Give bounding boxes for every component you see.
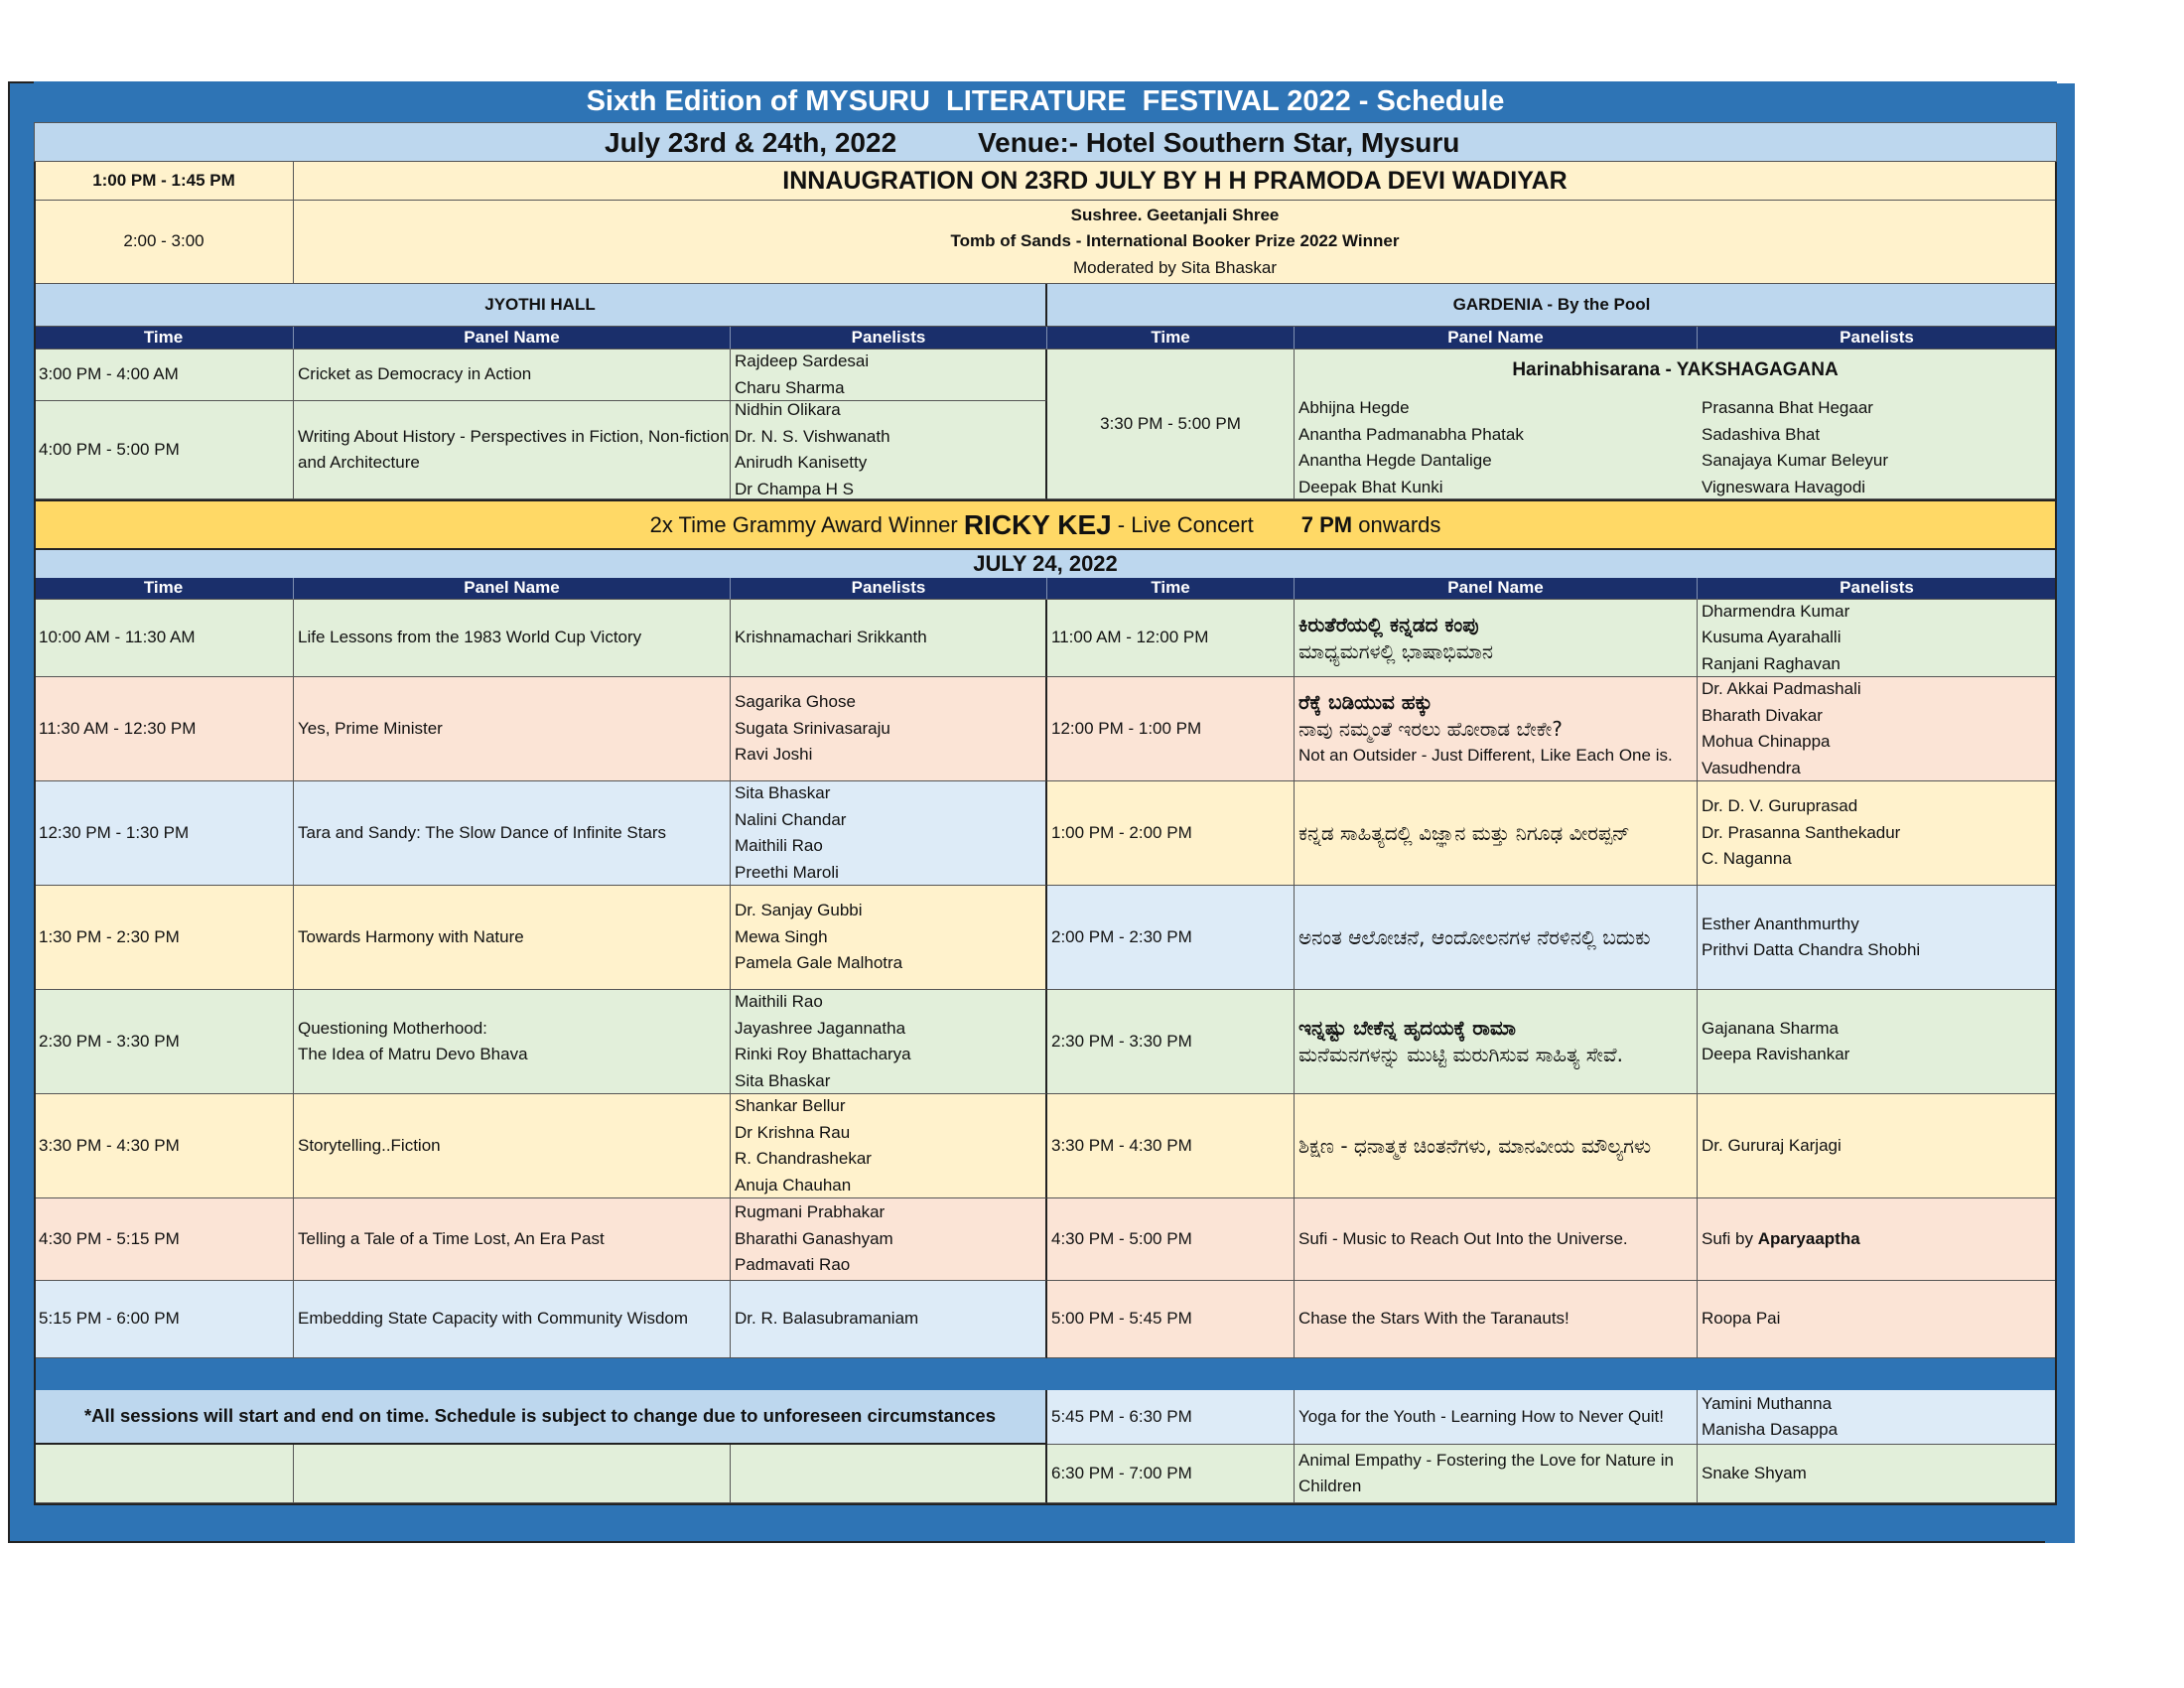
empty-cell [294, 1445, 731, 1503]
keynote-moderator: Moderated by Sita Bhaskar [1072, 257, 1278, 277]
day1-sessions [34, 350, 2057, 499]
panelist: Mohua Chinappa [1702, 732, 1831, 751]
panelist: Pamela Gale Malhotra [735, 953, 903, 973]
panelist: Mewa Singh [735, 926, 828, 946]
session-panel: Animal Empathy - Fostering the Love for Nature in Children [1295, 1445, 1698, 1503]
session-panelists [731, 600, 1047, 677]
session-time: 12:30 PM - 1:30 PM [34, 781, 294, 886]
session-time: 1:00 PM - 2:00 PM [1047, 781, 1295, 886]
panel-title-kannada: ರೆಕ್ಕೆ ಬಡಿಯುವ ಹಕ್ಕು [1298, 689, 1433, 714]
panelist: Dharmendra Kumar [1702, 601, 1850, 621]
panelist: Snake Shyam [1702, 1463, 1807, 1482]
panelist: Vasudhendra [1702, 758, 1801, 777]
panelist: Shankar Bellur [735, 1096, 846, 1115]
session-panel [1295, 1198, 1698, 1281]
col-panelists: Panelists [1698, 578, 2057, 600]
session-panelists [1698, 677, 2057, 781]
inauguration-row [34, 162, 2057, 201]
session-time: 2:00 PM - 2:30 PM [1047, 886, 1295, 990]
panelist: Deepa Ravishankar [1702, 1045, 1850, 1063]
panel-line: Sufi - Music to Reach Out Into the Universe. [1298, 1228, 1628, 1248]
concert-artist: RICKY KEJ [963, 508, 1112, 540]
panelist: Dr. Akkai Padmashali [1702, 679, 1861, 698]
left-session-time: 4:00 PM - 5:00 PM [34, 401, 294, 499]
session-time: 6:30 PM - 7:00 PM [1047, 1445, 1295, 1503]
session-time: 4:30 PM - 5:00 PM [1047, 1198, 1295, 1281]
panel-line: ಶಿಕ್ಷಣ - ಧನಾತ್ಮಕ ಚಿಂತನೆಗಳು, ಮಾನವೀಯ ಮೌಲ್ಯಗಳು [1298, 1133, 1652, 1158]
panelist: Rajdeep Sardesai [735, 352, 870, 370]
session-panel [1295, 600, 1698, 677]
panelist-line [1702, 1226, 2056, 1253]
session-panelists [1698, 600, 2057, 677]
panelist: Nalini Chandar [735, 809, 847, 829]
session-panelists [1698, 1390, 2057, 1445]
panelist: Ranjani Raghavan [1702, 653, 1841, 673]
schedule-note: *All sessions will start and end on time. Schedule is subject to change due to unforeseen circumstances [34, 1390, 1047, 1445]
col-time: Time [1047, 578, 1295, 600]
panelist: Roopa Pai [1702, 1309, 1781, 1329]
panelist: Dr. Prasanna Santhekadur [1702, 822, 1901, 842]
festival-venue: Venue:- Hotel Southern Star, Mysuru [978, 127, 1460, 158]
session-time: 3:30 PM - 4:30 PM [34, 1094, 294, 1198]
extra-row-1 [34, 1390, 2057, 1445]
col-panelists: Panelists [731, 327, 1047, 350]
panelist: C. Naganna [1702, 849, 1792, 869]
session-time: 11:00 AM - 12:00 PM [1047, 600, 1295, 677]
session-panelists [1698, 1281, 2057, 1358]
session-panelists [731, 1198, 1047, 1281]
session-panelists [731, 677, 1047, 781]
session-panel [1295, 886, 1698, 990]
inauguration-time: 1:00 PM - 1:45 PM [34, 162, 294, 201]
session-panel [1295, 1094, 1698, 1198]
session-panel: Storytelling..Fiction [294, 1094, 731, 1198]
artist: Deepak Bhat Kunki [1298, 477, 1443, 496]
day2-date: JULY 24, 2022 [34, 550, 2057, 578]
col-panel: Panel Name [294, 327, 731, 350]
panelist: Dr. Gururaj Karjagi [1702, 1135, 1842, 1155]
table-row [34, 1198, 2057, 1281]
session-time: 11:30 AM - 12:30 PM [34, 677, 294, 781]
table-row [34, 886, 2057, 990]
dates-venue-row [34, 122, 2057, 162]
panelist: Bharathi Ganashyam [735, 1228, 893, 1248]
festival-dates: July 23rd & 24th, 2022 [605, 127, 897, 158]
session-panelists [1698, 1094, 2057, 1198]
artist: Anantha Padmanabha Phatak [1298, 424, 1524, 444]
panelist: Gajanana Sharma [1702, 1018, 1839, 1038]
panel-line: Chase the Stars With the Taranauts! [1298, 1309, 1570, 1329]
concert-onwards: onwards [1352, 511, 1441, 537]
table-row [34, 781, 2057, 886]
keynote-details [294, 201, 2057, 284]
hall-jyothi: JYOTHI HALL [34, 284, 1047, 327]
panelist: Nidhin Olikara [735, 401, 841, 419]
session-panelists [731, 886, 1047, 990]
session-panelists [1698, 1445, 2057, 1503]
panel-line: ನಾವು ನಮ್ಮಂತೆ ಇರಲು ಹೋರಾಡ ಬೇಕೇ? [1298, 716, 1563, 741]
panelist: Dr. R. Balasubramaniam [735, 1309, 919, 1329]
empty-cell [731, 1445, 1047, 1503]
session-panel: Yes, Prime Minister [294, 677, 731, 781]
session-panelists [1698, 990, 2057, 1094]
table-row [34, 1281, 2057, 1358]
panelist: Jayashree Jagannatha [735, 1018, 906, 1038]
concert-pre: 2x Time Grammy Award Winner [649, 511, 964, 537]
artist: Sanajaya Kumar Beleyur [1702, 451, 1889, 470]
panelist: Sita Bhaskar [735, 1070, 831, 1090]
session-panel [1295, 781, 1698, 886]
table-row [34, 600, 2057, 677]
panel-title-kannada: ಕಿರುತೆರೆಯಲ್ಲಿ ಕನ್ನಡದ ಕಂಪು [1298, 612, 1479, 636]
col-time: Time [34, 578, 294, 600]
panelist: Ravi Joshi [735, 745, 813, 765]
panelist: Krishnamachari Srikkanth [735, 628, 927, 647]
col-time: Time [34, 327, 294, 350]
concert-post: - Live Concert [1111, 511, 1254, 537]
panelist: Sita Bhaskar [735, 783, 831, 802]
session-panelists [731, 1094, 1047, 1198]
session-time: 12:00 PM - 1:00 PM [1047, 677, 1295, 781]
session-panel: Life Lessons from the 1983 World Cup Victory [294, 600, 731, 677]
panelist: Bharath Divakar [1702, 705, 1823, 725]
panelist: Anirudh Kanisetty [735, 453, 868, 472]
session-panel: Telling a Tale of a Time Lost, An Era Past [294, 1198, 731, 1281]
keynote-time: 2:00 - 3:00 [34, 201, 294, 284]
session-panel [1295, 1281, 1698, 1358]
panelist: Rugmani Prabhakar [735, 1202, 886, 1222]
artist: Sadashiva Bhat [1702, 424, 1821, 444]
panelist: Anuja Chauhan [735, 1175, 852, 1195]
left-session-time: 3:00 PM - 4:00 AM [34, 350, 294, 401]
session-panel [1295, 990, 1698, 1094]
col-panel: Panel Name [294, 578, 731, 600]
artist: Prasanna Bhat Hegaar [1702, 398, 1873, 417]
session-panel: Yoga for the Youth - Learning How to Never Quit! [1295, 1390, 1698, 1445]
yakshagana-artists-b [1702, 395, 1888, 499]
artist: Abhijna Hegde [1298, 398, 1410, 417]
panelist: Maithili Rao [735, 836, 823, 855]
session-panel: Questioning Motherhood: The Idea of Matru Devo Bhava [294, 990, 731, 1094]
artist: Anantha Hegde Dantalige [1298, 451, 1492, 470]
yakshagana-title: Harinabhisarana - YAKSHAGAGANA [1512, 359, 1839, 380]
panel-title-kannada: ಇನ್ನಷ್ಟು ಬೇಕೆನ್ನ ಹೃದಯಕ್ಕೆ ರಾಮಾ [1298, 1016, 1516, 1040]
keynote-speaker: Sushree. Geetanjali Shree [1070, 205, 1280, 224]
session-panelists [731, 781, 1047, 886]
panel-line: ಮನೆಮನಗಳನ್ನು ಮುಟ್ಟಿ ಮರುಗಿಸುವ ಸಾಹಿತ್ಯ ಸೇವೆ. [1298, 1043, 1623, 1066]
session-time: 5:15 PM - 6:00 PM [34, 1281, 294, 1358]
panel-line: ಕನ್ನಡ ಸಾಹಿತ್ಯದಲ್ಲಿ ವಿಜ್ಞಾನ ಮತ್ತು ನಿಗೂಢ ವೀರಪ್ಪನ್ [1298, 820, 1630, 845]
panelist: Aparyaaptha [1757, 1228, 1860, 1248]
session-panelists [1698, 781, 2057, 886]
session-time: 4:30 PM - 5:15 PM [34, 1198, 294, 1281]
artist: Vigneswara Havagodi [1702, 477, 1866, 496]
hall-gardenia: GARDENIA - By the Pool [1047, 284, 2057, 327]
session-time: 1:30 PM - 2:30 PM [34, 886, 294, 990]
panelist: R. Chandrashekar [735, 1149, 872, 1168]
table-row [34, 1094, 2057, 1198]
panelist: Yamini Muthanna [1702, 1393, 1833, 1413]
col-panel: Panel Name [1295, 327, 1698, 350]
session-panelists [731, 990, 1047, 1094]
keynote-book: Tomb of Sands - International Booker Prize 2022 Winner [950, 231, 1400, 251]
session-panel [1295, 677, 1698, 781]
concert-banner [34, 499, 2057, 550]
panelist: Dr. D. V. Guruprasad [1702, 796, 1858, 816]
left-session-panelists [731, 350, 1047, 401]
yakshagana-details [1295, 350, 2057, 499]
panelist: Maithili Rao [735, 992, 823, 1011]
page-title: Sixth Edition of MYSURU LITERATURE FESTIVAL 2022 - Schedule [586, 85, 1505, 117]
session-panelists [1698, 1198, 2057, 1281]
session-time: 5:45 PM - 6:30 PM [1047, 1390, 1295, 1445]
session-time: 2:30 PM - 3:30 PM [1047, 990, 1295, 1094]
panelist: Rinki Roy Bhattacharya [735, 1045, 911, 1063]
day1-column-headers [34, 327, 2057, 350]
left-session-panel: Cricket as Democracy in Action [294, 350, 731, 401]
col-panel: Panel Name [1295, 578, 1698, 600]
panelist: Charu Sharma [735, 377, 845, 397]
panelist: Esther Ananthmurthy [1702, 914, 1859, 933]
yakshagana-artists-a [1298, 395, 1524, 499]
inauguration-title: INNAUGRATION ON 23RD JULY BY H H PRAMODA DEVI WADIYAR [294, 162, 2057, 201]
session-panel: Towards Harmony with Nature [294, 886, 731, 990]
panel-line: Not an Outsider - Just Different, Like Each One is. [1298, 745, 1673, 765]
panelist: Prithvi Datta Chandra Shobhi [1702, 940, 1921, 959]
panelist: Sagarika Ghose [735, 692, 856, 712]
col-time: Time [1047, 327, 1295, 350]
panelist: Preethi Maroli [735, 862, 839, 882]
left-session-panel: Writing About History - Perspectives in Fiction, Non-fiction and Architecture [294, 401, 731, 499]
session-panelists [731, 1281, 1047, 1358]
keynote-row [34, 201, 2057, 284]
session-time: 10:00 AM - 11:30 AM [34, 600, 294, 677]
col-panelists: Panelists [1698, 327, 2057, 350]
session-panel: Embedding State Capacity with Community Wisdom [294, 1281, 731, 1358]
yakshagana-time: 3:30 PM - 5:00 PM [1047, 350, 1295, 499]
panel-line: ಮಾಧ್ಯಮಗಳಲ್ಲಿ ಭಾಷಾಭಿಮಾನ [1298, 638, 1493, 663]
panelist: Manisha Dasappa [1702, 1420, 1839, 1439]
day2-column-headers [34, 578, 2057, 600]
panelist-prefix: Sufi by [1702, 1228, 1758, 1248]
table-row [34, 990, 2057, 1094]
session-time: 2:30 PM - 3:30 PM [34, 990, 294, 1094]
panelist: Dr. Sanjay Gubbi [735, 901, 863, 920]
session-time: 3:30 PM - 4:30 PM [1047, 1094, 1295, 1198]
session-panel: Tara and Sandy: The Slow Dance of Infinite Stars [294, 781, 731, 886]
panelist: Dr Champa H S [735, 479, 854, 498]
concert-time: 7 PM [1300, 511, 1353, 537]
panel-line: ಅನಂತ ಆಲೋಚನೆ, ಆಂದೋಲನಗಳ ನೆರಳಿನಲ್ಲಿ ಬದುಕು [1298, 924, 1651, 949]
panelist: Sugata Srinivasaraju [735, 718, 890, 738]
col-panelists: Panelists [731, 578, 1047, 600]
title-row [34, 81, 2057, 122]
table-row [34, 677, 2057, 781]
halls-row [34, 284, 2057, 327]
empty-cell [34, 1445, 294, 1503]
panelist: Kusuma Ayarahalli [1702, 628, 1842, 647]
panelist: Dr. N. S. Vishwanath [735, 426, 890, 446]
session-time: 5:00 PM - 5:45 PM [1047, 1281, 1295, 1358]
panelist: Padmavati Rao [735, 1255, 851, 1275]
extra-row-2 [34, 1445, 2057, 1505]
session-panelists [1698, 886, 2057, 990]
left-session-panelists [731, 401, 1047, 499]
panelist: Dr Krishna Rau [735, 1122, 851, 1142]
